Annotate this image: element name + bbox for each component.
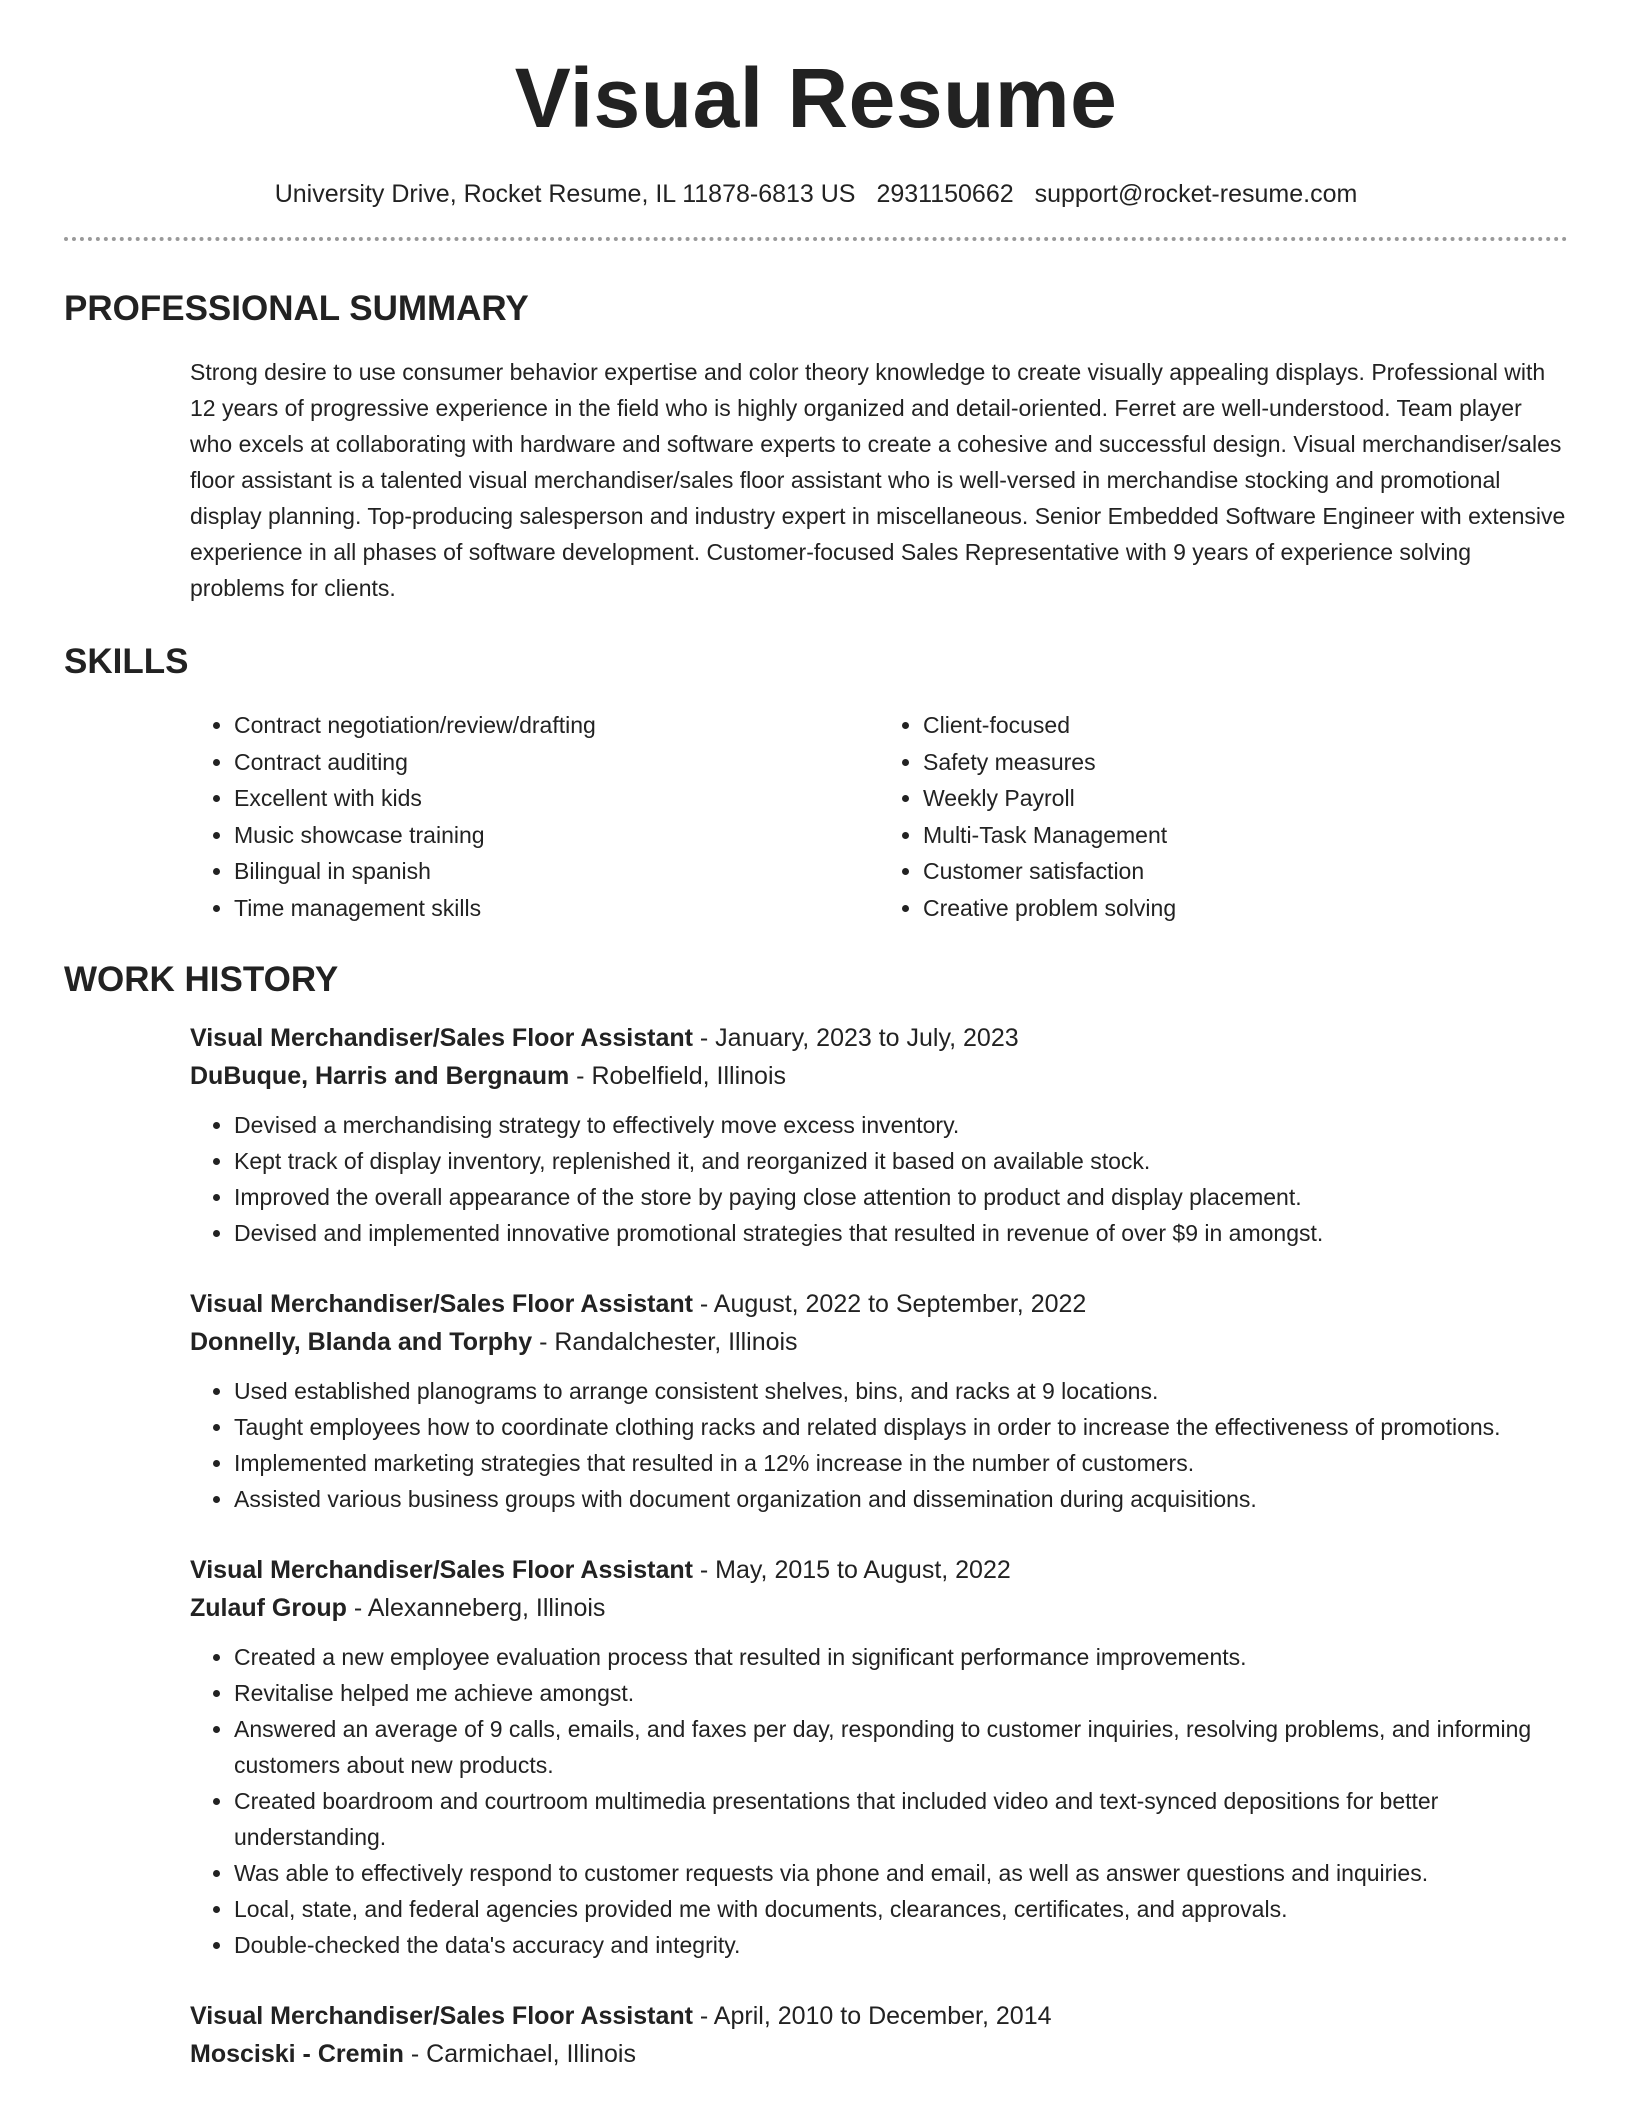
skill-item: • Contract negotiation/review/drafting xyxy=(234,707,879,744)
job-dates: - May, 2015 to August, 2022 xyxy=(692,1556,1011,1584)
work-section xyxy=(64,962,1568,2073)
job-company: Zulauf Group xyxy=(190,1594,347,1622)
skill-item: • Excellent with kids xyxy=(234,780,879,817)
skill-item: • Multi-Task Management xyxy=(923,817,1568,854)
job-bullet: • Was able to effectively respond to customer requests via phone and email, as well as answer questions and inquiries. xyxy=(234,1855,1568,1891)
job-bullets xyxy=(190,1639,1568,1963)
job-bullet: • Double-checked the data's accuracy and integrity. xyxy=(234,1927,1568,1963)
job-bullet: • Answered an average of 9 calls, emails, and faxes per day, responding to customer inquiries, resolving problems, and informing customers about new products. xyxy=(234,1711,1568,1783)
resume-header xyxy=(64,0,1568,207)
job-role-line xyxy=(190,1285,1568,1323)
work-title: WORK HISTORY xyxy=(64,960,339,999)
job-company-line xyxy=(190,2035,1568,2073)
job-bullet: • Used established planograms to arrange consistent shelves, bins, and racks at 9 locations. xyxy=(234,1373,1568,1409)
job-location: - Robelfield, Illinois xyxy=(569,1062,786,1090)
job-bullet: • Created a new employee evaluation process that resulted in significant performance improvements. xyxy=(234,1639,1568,1675)
skill-item: • Client-focused xyxy=(923,707,1568,744)
skills-left-list xyxy=(190,707,879,926)
skill-item: • Bilingual in spanish xyxy=(234,853,879,890)
job-dates: - April, 2010 to December, 2014 xyxy=(692,2002,1052,2030)
skills-columns xyxy=(190,707,1568,926)
skills-title: SKILLS xyxy=(64,642,189,681)
job-bullet: • Devised and implemented innovative promotional strategies that resulted in revenue of over $9 in amongst. xyxy=(234,1215,1568,1251)
job-role: Visual Merchandiser/Sales Floor Assistant xyxy=(190,2002,693,2030)
job-bullet: • Created boardroom and courtroom multimedia presentations that included video and text-synced depositions for better understanding. xyxy=(234,1783,1568,1855)
job-company: DuBuque, Harris and Bergnaum xyxy=(190,1062,570,1090)
job-company-line xyxy=(190,1323,1568,1361)
job-role: Visual Merchandiser/Sales Floor Assistant xyxy=(190,1556,693,1584)
job-entry xyxy=(190,1285,1568,1517)
job-bullets xyxy=(190,1107,1568,1251)
job-bullet: • Local, state, and federal agencies provided me with documents, clearances, certificates, and approvals. xyxy=(234,1891,1568,1927)
job-bullet: • Devised a merchandising strategy to effectively move excess inventory. xyxy=(234,1107,1568,1143)
job-role-line xyxy=(190,1997,1568,2035)
resume-name: Visual Resume xyxy=(514,51,1118,145)
job-bullet: • Implemented marketing strategies that resulted in a 12% increase in the number of customers. xyxy=(234,1445,1568,1481)
job-bullet: • Improved the overall appearance of the store by paying close attention to product and display placement. xyxy=(234,1179,1568,1215)
job-entry xyxy=(190,1019,1568,1251)
job-dates: - January, 2023 to July, 2023 xyxy=(692,1024,1019,1052)
contact-address: University Drive, Rocket Resume, IL 11878-6813 US xyxy=(274,180,856,208)
job-company-line xyxy=(190,1589,1568,1627)
skills-section xyxy=(64,644,1568,926)
job-bullet: • Kept track of display inventory, replenished it, and reorganized it based on available stock. xyxy=(234,1143,1568,1179)
summary-text: Strong desire to use consumer behavior expertise and color theory knowledge to create visually appealing displays. Professional with 12 years of progressive experience in the field who is highly organized and detail-oriented. Ferret are well-understood. Team player who excels at collaborating with hardware and software experts to create a cohesive and successful design. Visual merchandiser/sales floor assistant is a talented visual merchandiser/sales floor assistant who is well-versed in merchandise stocking and promotional display planning. Top-producing salesperson and industry expert in miscellaneous. Senior Embedded Software Engineer with extensive experience in all phases of software development. Customer-focused Sales Representative with 9 years of experience solving problems for clients. xyxy=(190,359,1566,601)
job-company: Mosciski - Cremin xyxy=(190,2040,404,2068)
job-company: Donnelly, Blanda and Torphy xyxy=(190,1328,533,1356)
skill-item: • Time management skills xyxy=(234,890,879,927)
job-dates: - August, 2022 to September, 2022 xyxy=(692,1290,1087,1318)
job-company-line xyxy=(190,1057,1568,1095)
skill-item: • Music showcase training xyxy=(234,817,879,854)
contact-phone: 2931150662 xyxy=(876,180,1014,208)
contact-line xyxy=(64,182,1568,207)
header-divider xyxy=(64,237,1568,241)
job-bullet: • Assisted various business groups with document organization and dissemination during acquisitions. xyxy=(234,1481,1568,1517)
job-entry xyxy=(190,1997,1568,2073)
job-role: Visual Merchandiser/Sales Floor Assistant xyxy=(190,1290,693,1318)
skill-item: • Contract auditing xyxy=(234,744,879,781)
summary-section xyxy=(64,291,1568,606)
job-location: - Carmichael, Illinois xyxy=(403,2040,636,2068)
job-bullets xyxy=(190,1373,1568,1517)
job-bullet: • Revitalise helped me achieve amongst. xyxy=(234,1675,1568,1711)
job-location: - Randalchester, Illinois xyxy=(532,1328,798,1356)
job-role: Visual Merchandiser/Sales Floor Assistant xyxy=(190,1024,693,1052)
skill-item: • Creative problem solving xyxy=(923,890,1568,927)
skill-item: • Safety measures xyxy=(923,744,1568,781)
contact-email[interactable]: support@rocket-resume.com xyxy=(1034,180,1358,208)
skills-right-list xyxy=(879,707,1568,926)
skill-item: • Customer satisfaction xyxy=(923,853,1568,890)
job-bullet: • Taught employees how to coordinate clothing racks and related displays in order to increase the effectiveness of promotions. xyxy=(234,1409,1568,1445)
job-role-line xyxy=(190,1019,1568,1057)
job-entry xyxy=(190,1551,1568,1963)
job-location: - Alexanneberg, Illinois xyxy=(346,1594,606,1622)
summary-title: PROFESSIONAL SUMMARY xyxy=(64,289,529,328)
job-role-line xyxy=(190,1551,1568,1589)
skill-item: • Weekly Payroll xyxy=(923,780,1568,817)
